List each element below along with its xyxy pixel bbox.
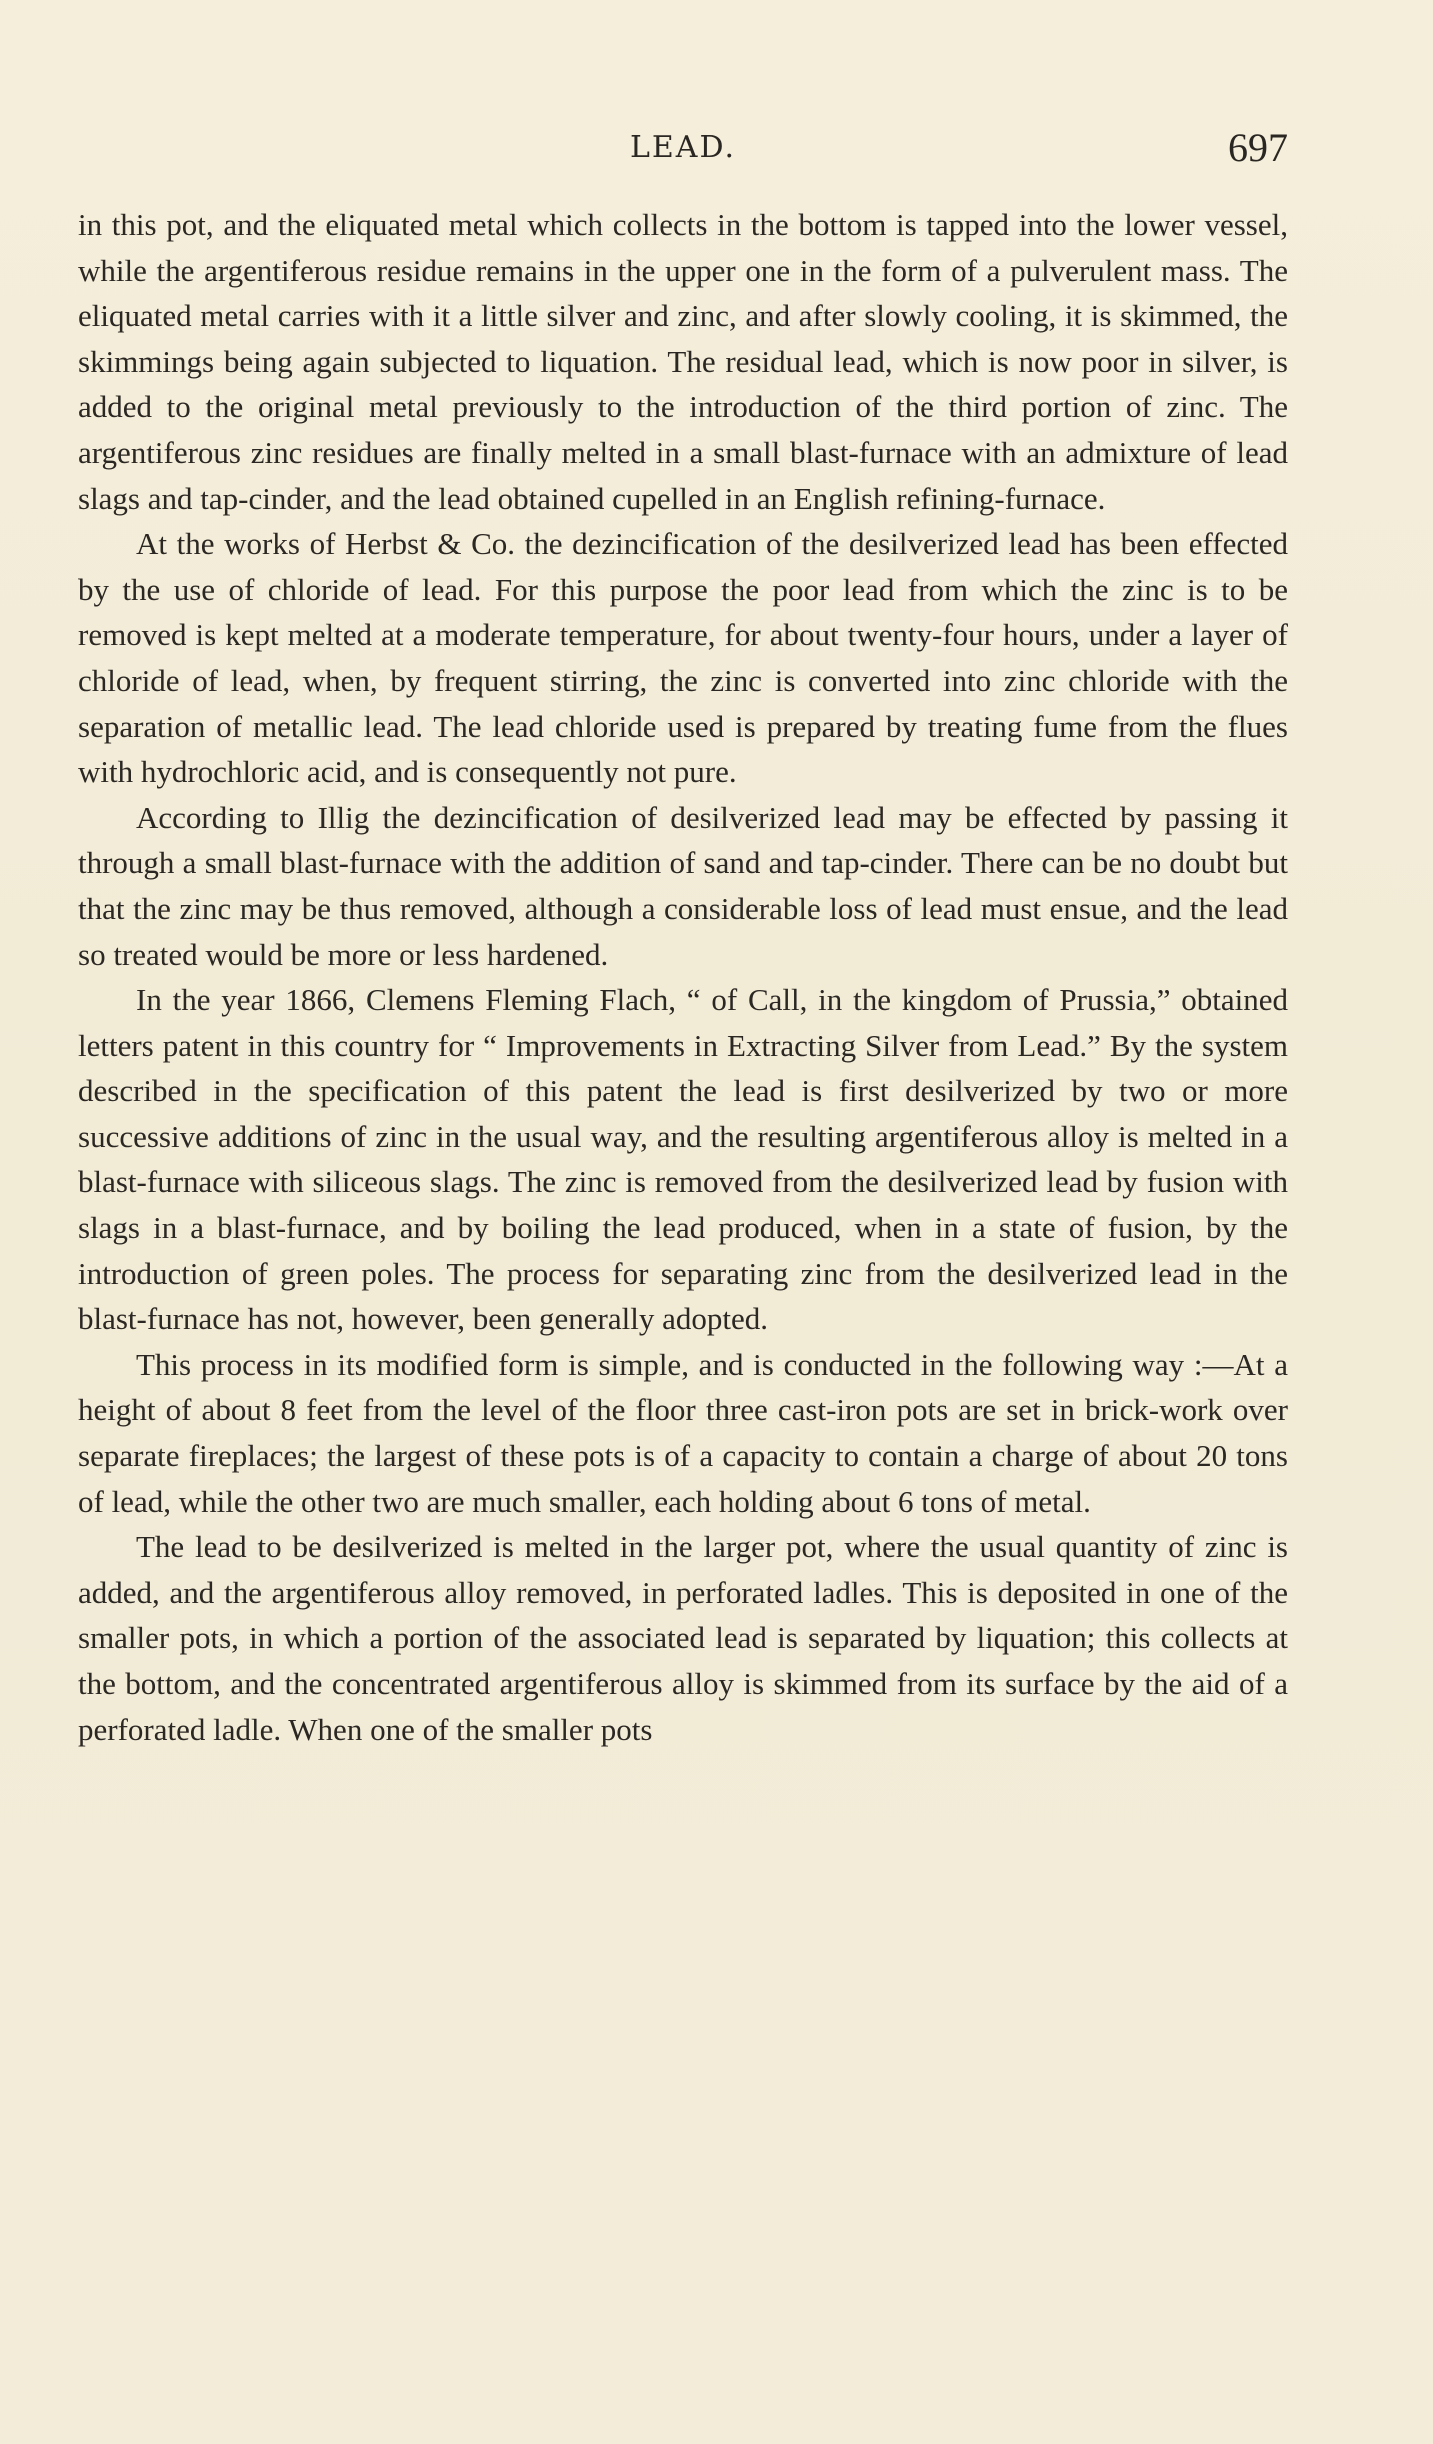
page-number: 697 [1228,125,1288,170]
paragraph-flach-patent: In the year 1866, Clemens Fleming Flach, “ of Call, in the kingdom of Prussia,” obtained letters patent in this country for “ Improvements in Extracting Silver from Lead.” By the system described in the specification of this patent the lead is first desilverized by two or more successive additions of zinc in the usual way, and the resulting argentiferous alloy is melted in a blast-furnace with siliceous slags. The zinc is removed from the desilverized lead by fusion with slags in a blast-furnace, and by boiling the lead produced, when in a state of fusion, by the introduction of green poles. The process for separating zinc from the desilverized lead in the blast-furnace has not, however, been generally adopted. [78,982,1288,1337]
paragraph-desilverizing: The lead to be desilverized is melted in the larger pot, where the usual quantity of zinc is added, and the argentiferous alloy removed, in perforated ladles. This is deposited in one of the smaller pots, in which a portion of the associated lead is separated by liquation; this collects at the bottom, and the concentrated argentiferous alloy is skimmed from its surface by the aid of a perforated ladle. When one of the smaller pots [78,1529,1288,1747]
body-text [78,202,1288,1752]
paragraph-herbst: At the works of Herbst & Co. the dezincification of the desilverized lead has been effected by the use of chloride of lead. For this purpose the poor lead from which the zinc is to be removed is kept melted at a moderate temperature, for about twenty-four hours, under a layer of chloride of lead, when, by frequent stirring, the zinc is converted into zinc chloride with the separation of metallic lead. The lead chloride used is prepared by treating fume from the flues with hydrochloric acid, and is consequently not pure. [78,526,1288,790]
running-header [78,124,1288,174]
paragraph-continued: in this pot, and the eliquated metal which collects in the bottom is tapped into the lower vessel, while the argentiferous residue remains in the upper one in the form of a pulverulent mass. The eliquated metal carries with it a little silver and zinc, and after slowly cooling, it is skimmed, the skimmings being again subjected to liquation. The residual lead, which is now poor in silver, is added to the original metal previously to the introduction of the third portion of zinc. The argentiferous zinc residues are finally melted in a small blast-furnace with an admixture of lead slags and tap-cinder, and the lead obtained cupelled in an English refining-furnace. [78,207,1288,516]
running-title: LEAD. [629,130,736,165]
paragraph-modified-process: This process in its modified form is simple, and is conducted in the following way :—At a height of about 8 feet from the level of the floor three cast-iron pots are set in brick-work over separate fireplaces; the largest of these pots is of a capacity to contain a charge of about 20 tons of lead, while the other two are much smaller, each holding about 6 tons of metal. [78,1346,1288,1519]
paragraph-illig: According to Illig the dezincification of desilverized lead may be effected by passing it through a small blast-furnace with the addition of sand and tap-cinder. There can be no doubt but that the zinc may be thus removed, although a considerable loss of lead must ensue, and the lead so treated would be more or less hardened. [78,799,1288,972]
